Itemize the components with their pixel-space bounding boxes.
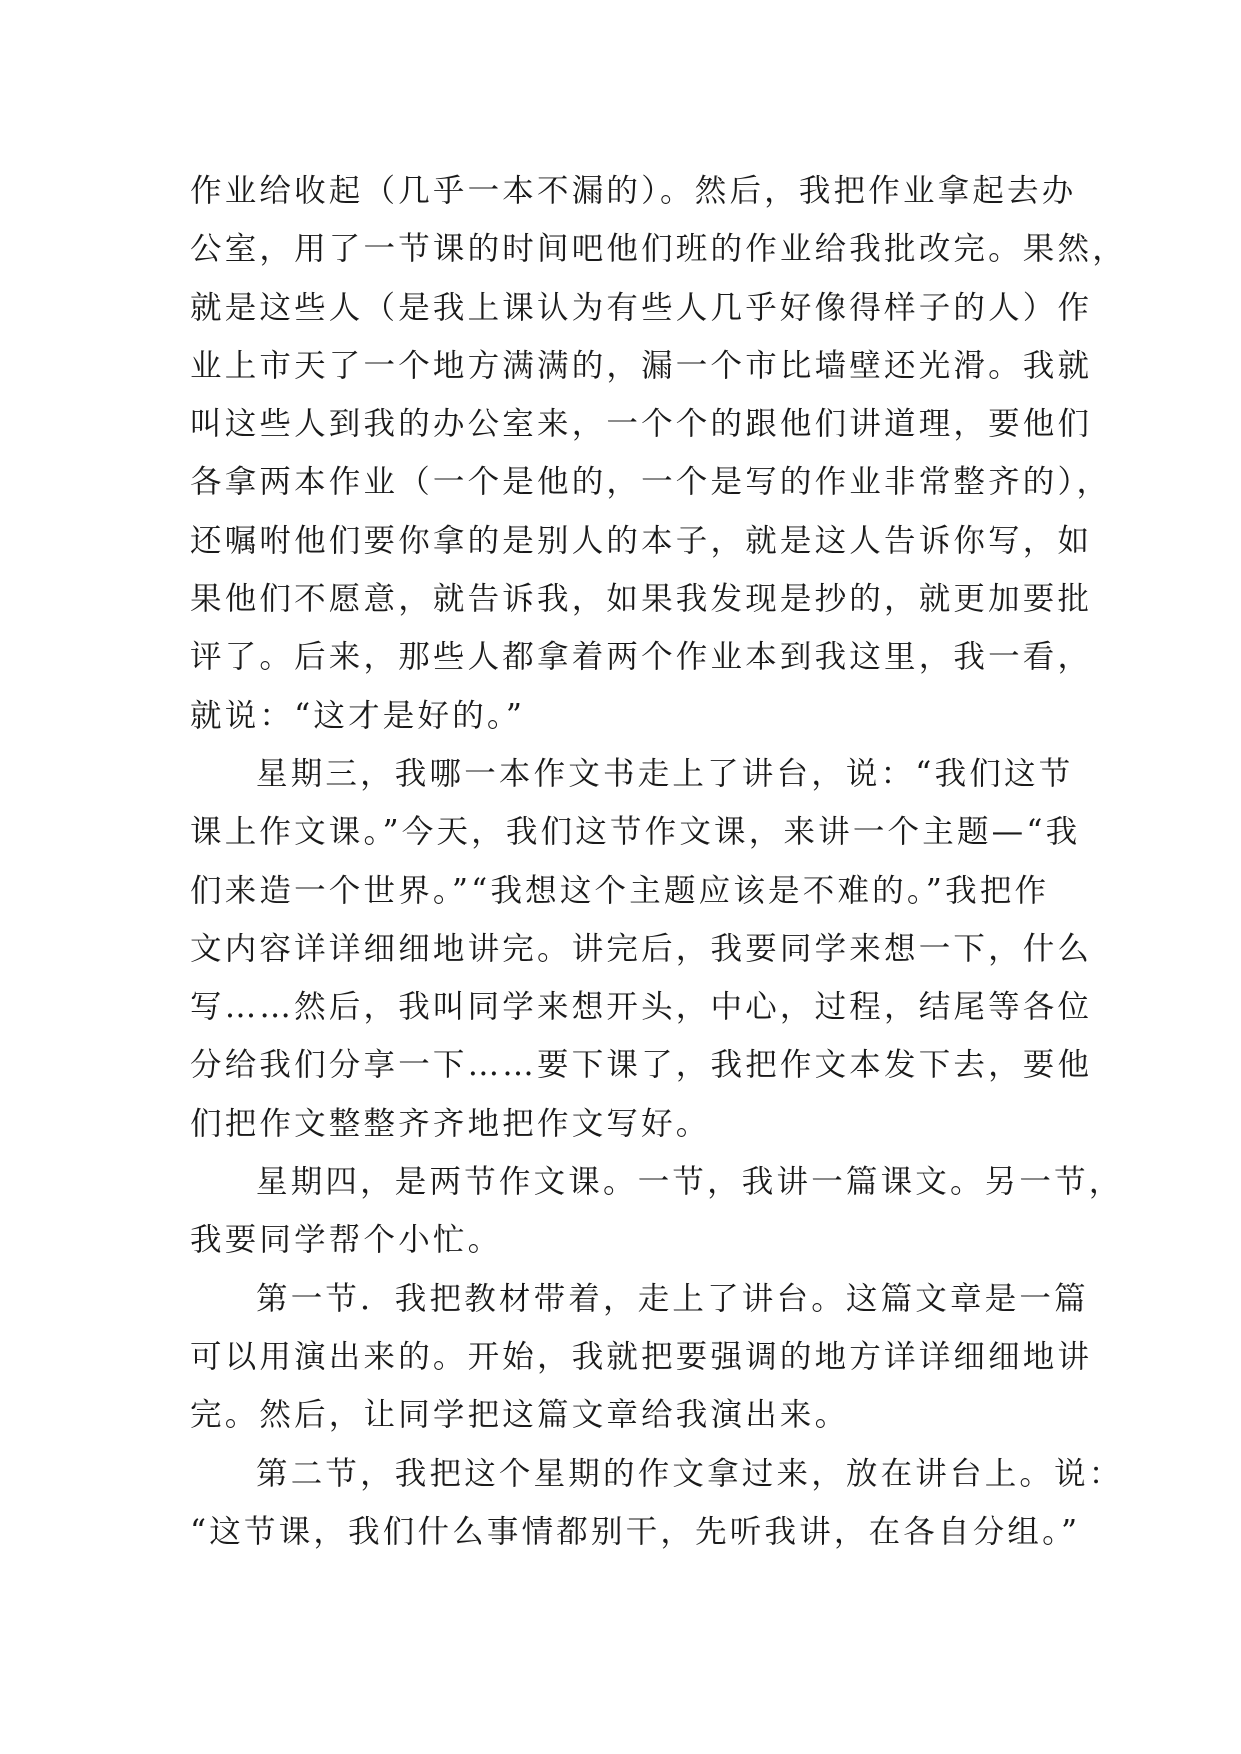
text-line: 就说：“这才是好的。” [190, 697, 526, 734]
text-line: 各拿两本作业（一个是他的，一个是写的作业非常整齐的）， [190, 464, 1112, 501]
text-line: 完。然后，让同学把这篇文章给我演出来。 [190, 1397, 850, 1434]
paragraph-start-line: 第一节．我把教材带着，走上了讲台。这篇文章是一篇 [256, 1280, 1089, 1317]
text-line: 分给我们分享一下……要下课了，我把作文本发下去，要他 [190, 1047, 1093, 1084]
text-line: 果他们不愿意，就告诉我，如果我发现是抄的，就更加要批 [190, 581, 1093, 618]
text-line: 可以用演出来的。开始，我就把要强调的地方详详细细地讲 [190, 1338, 1093, 1375]
text-line: 写……然后，我叫同学来想开头，中心，过程，结尾等各位 [190, 989, 1093, 1026]
paragraph-start-line: 第二节，我把这个星期的作文拿过来，放在讲台上。说： [256, 1455, 1124, 1492]
paragraph-start-line: 星期三，我哪一本作文书走上了讲台，说：“我们这节 [256, 755, 1074, 792]
text-line: 还嘱咐他们要你拿的是别人的本子，就是这人告诉你写，如 [190, 522, 1093, 559]
text-line: 叫这些人到我的办公室来，一个个的跟他们讲道理，要他们 [190, 406, 1093, 443]
body-text [190, 162, 1127, 1561]
text-line: 们把作文整整齐齐地把作文写好。 [190, 1105, 711, 1142]
text-line: 就是这些人（是我上课认为有些人几乎好像得样子的人）作 [190, 289, 1093, 326]
text-line: 作业给收起（几乎一本不漏的）。然后，我把作业拿起去办 [190, 173, 1077, 209]
text-line: 课上作文课。”今天，我们这节作文课，来讲一个主题—“我 [190, 814, 1081, 851]
text-line: 公室，用了一节课的时间吧他们班的作业给我批改完。果然， [190, 231, 1127, 268]
paragraph-start-line: 星期四，是两节作文课。一节，我讲一篇课文。另一节， [256, 1164, 1124, 1201]
text-line: 文内容详详细细地讲完。讲完后，我要同学来想一下，什么 [190, 930, 1093, 967]
text-line: 们来造一个世界。”“我想这个主题应该是不难的。”我把作 [190, 872, 1050, 909]
text-line: 业上市天了一个地方满满的，漏一个市比墙壁还光滑。我就 [190, 347, 1093, 384]
text-line: 评了。后来，那些人都拿着两个作业本到我这里，我一看， [190, 639, 1093, 676]
text-line: 我要同学帮个小忙。 [190, 1222, 503, 1259]
text-line: “这节课，我们什么事情都别干，先听我讲，在各自分组。” [190, 1513, 1081, 1550]
